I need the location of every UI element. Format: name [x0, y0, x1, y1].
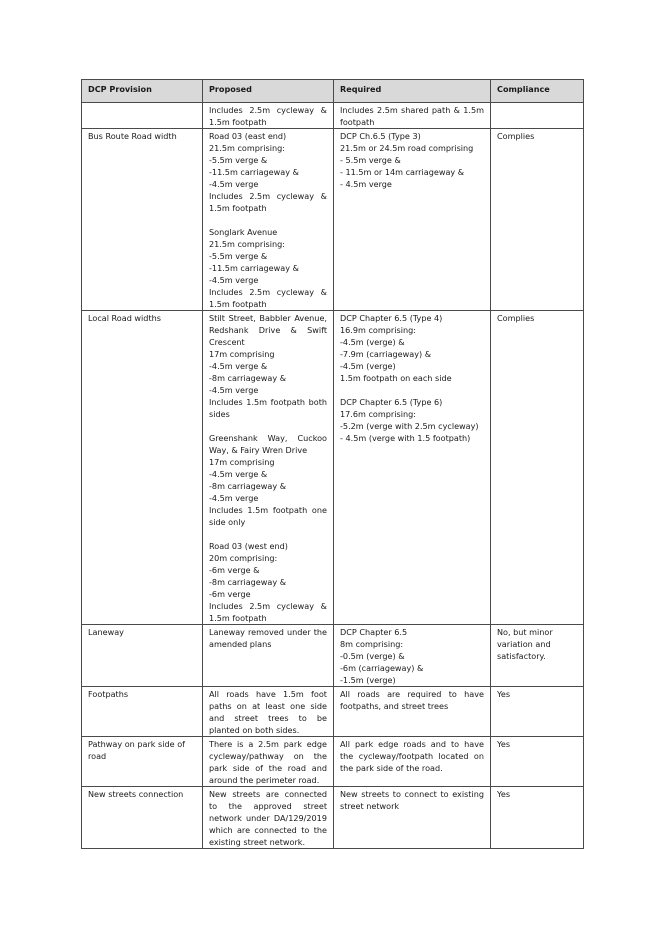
header-dcp-provision: DCP Provision: [82, 80, 203, 103]
proposed-line: Includes 2.5m cycleway & 1.5m footpath: [209, 105, 327, 127]
proposed-line: 20m comprising:: [209, 553, 278, 563]
proposed-line: -5.5m verge &: [209, 251, 268, 261]
proposed-line: Includes 1.5m footpath one side only: [209, 505, 327, 527]
proposed-line: -5.5m verge &: [209, 155, 268, 165]
cell-dcp-provision: Footpaths: [82, 687, 203, 737]
cell-required: [334, 311, 491, 625]
required-line: - 5.5m verge &: [340, 155, 401, 165]
cell-required: [334, 687, 491, 737]
cell-compliance: No, but minor variation and satisfactory.: [491, 625, 584, 687]
required-line: [340, 384, 484, 396]
table-row: [82, 787, 584, 849]
proposed-line: [209, 528, 327, 540]
table-row: [82, 737, 584, 787]
required-line: -0.5m (verge) &: [340, 651, 405, 661]
proposed-line: 21.5m comprising:: [209, 239, 285, 249]
required-line: DCP Ch.6.5 (Type 3): [340, 131, 421, 141]
table-row: [82, 103, 584, 129]
table-body: [82, 103, 584, 849]
cell-proposed: [203, 687, 334, 737]
required-line: - 4.5m verge: [340, 179, 392, 189]
required-line: 8m comprising:: [340, 639, 404, 649]
proposed-line: Songlark Avenue: [209, 227, 278, 237]
required-line: New streets to connect to existing street network: [340, 789, 484, 811]
proposed-line: Road 03 (west end): [209, 541, 288, 551]
required-line: -7.9m (carriageway) &: [340, 349, 432, 359]
cell-proposed: [203, 737, 334, 787]
required-line: -4.5m (verge) &: [340, 337, 405, 347]
proposed-line: -4.5m verge &: [209, 469, 268, 479]
cell-compliance: Yes: [491, 787, 584, 849]
cell-dcp-provision: New streets connection: [82, 787, 203, 849]
proposed-line: -6m verge &: [209, 565, 260, 575]
cell-required: [334, 737, 491, 787]
required-line: -5.2m (verge with 2.5m cycleway): [340, 421, 479, 431]
proposed-line: Laneway removed under the amended plans: [209, 627, 327, 649]
required-line: 17.6m comprising:: [340, 409, 416, 419]
proposed-line: -4.5m verge: [209, 385, 259, 395]
cell-dcp-provision: Pathway on park side of road: [82, 737, 203, 787]
proposed-line: -4.5m verge: [209, 493, 259, 503]
dcp-compliance-table: [81, 79, 584, 849]
cell-dcp-provision: Bus Route Road width: [82, 129, 203, 311]
proposed-line: -4.5m verge &: [209, 361, 268, 371]
proposed-line: -8m carriageway &: [209, 373, 287, 383]
required-line: - 4.5m (verge with 1.5 footpath): [340, 433, 471, 443]
required-line: -1.5m (verge): [340, 675, 396, 685]
cell-proposed: [203, 129, 334, 311]
required-line: 16.9m comprising:: [340, 325, 416, 335]
cell-dcp-provision: [82, 103, 203, 129]
proposed-line: -4.5m verge: [209, 275, 259, 285]
proposed-line: All roads have 1.5m foot paths on at least one side and street trees to be planted on both sides.: [209, 689, 327, 735]
proposed-line: 17m comprising: [209, 349, 275, 359]
cell-compliance: [491, 103, 584, 129]
required-line: All park edge roads and to have the cycleway/footpath located on the park side of the road.: [340, 739, 484, 773]
header-required: Required: [334, 80, 491, 103]
cell-proposed: [203, 311, 334, 625]
proposed-line: Includes 2.5m cycleway & 1.5m footpath: [209, 287, 327, 309]
proposed-line: -8m carriageway &: [209, 577, 287, 587]
required-line: -4.5m (verge): [340, 361, 396, 371]
proposed-line: Greenshank Way, Cuckoo Way, & Fairy Wren Drive: [209, 433, 327, 455]
proposed-line: Stilt Street, Babbler Avenue, Redshank Drive & Swift Crescent: [209, 313, 327, 347]
proposed-line: [209, 214, 327, 226]
proposed-line: Includes 2.5m cycleway & 1.5m footpath: [209, 191, 327, 213]
table-row: [82, 129, 584, 311]
proposed-line: -11.5m carriageway &: [209, 263, 299, 273]
cell-proposed: [203, 103, 334, 129]
proposed-line: 17m comprising: [209, 457, 275, 467]
proposed-line: New streets are connected to the approved street network under DA/129/2019 which are connected to the existing street network.: [209, 789, 327, 847]
cell-dcp-provision: Local Road widths: [82, 311, 203, 625]
cell-required: [334, 787, 491, 849]
proposed-line: -4.5m verge: [209, 179, 259, 189]
proposed-line: -6m verge: [209, 589, 251, 599]
cell-required: [334, 103, 491, 129]
header-compliance: Compliance: [491, 80, 584, 103]
proposed-line: There is a 2.5m park edge cycleway/pathway on the park side of the road and around the perimeter road.: [209, 739, 327, 785]
required-line: DCP Chapter 6.5: [340, 627, 408, 637]
proposed-line: [209, 420, 327, 432]
table-row: [82, 311, 584, 625]
table-header-row: [82, 80, 584, 103]
proposed-line: Road 03 (east end): [209, 131, 287, 141]
proposed-line: Includes 2.5m cycleway & 1.5m footpath: [209, 601, 327, 623]
required-line: 21.5m or 24.5m road comprising: [340, 143, 474, 153]
proposed-line: -8m carriageway &: [209, 481, 287, 491]
cell-required: [334, 625, 491, 687]
cell-proposed: [203, 787, 334, 849]
cell-compliance: Complies: [491, 129, 584, 311]
required-line: Includes 2.5m shared path & 1.5m footpath: [340, 105, 484, 127]
header-proposed: Proposed: [203, 80, 334, 103]
table-row: [82, 625, 584, 687]
required-line: 1.5m footpath on each side: [340, 373, 452, 383]
required-line: - 11.5m or 14m carriageway &: [340, 167, 465, 177]
table-row: [82, 687, 584, 737]
proposed-line: -11.5m carriageway &: [209, 167, 299, 177]
cell-required: [334, 129, 491, 311]
cell-compliance: Complies: [491, 311, 584, 625]
required-line: DCP Chapter 6.5 (Type 4): [340, 313, 443, 323]
required-line: All roads are required to have footpaths, and street trees: [340, 689, 484, 711]
cell-dcp-provision: Laneway: [82, 625, 203, 687]
cell-compliance: Yes: [491, 737, 584, 787]
required-line: DCP Chapter 6.5 (Type 6): [340, 397, 443, 407]
cell-proposed: [203, 625, 334, 687]
required-line: -6m (carriageway) &: [340, 663, 424, 673]
cell-compliance: Yes: [491, 687, 584, 737]
proposed-line: Includes 1.5m footpath both sides: [209, 397, 327, 419]
proposed-line: 21.5m comprising:: [209, 143, 285, 153]
